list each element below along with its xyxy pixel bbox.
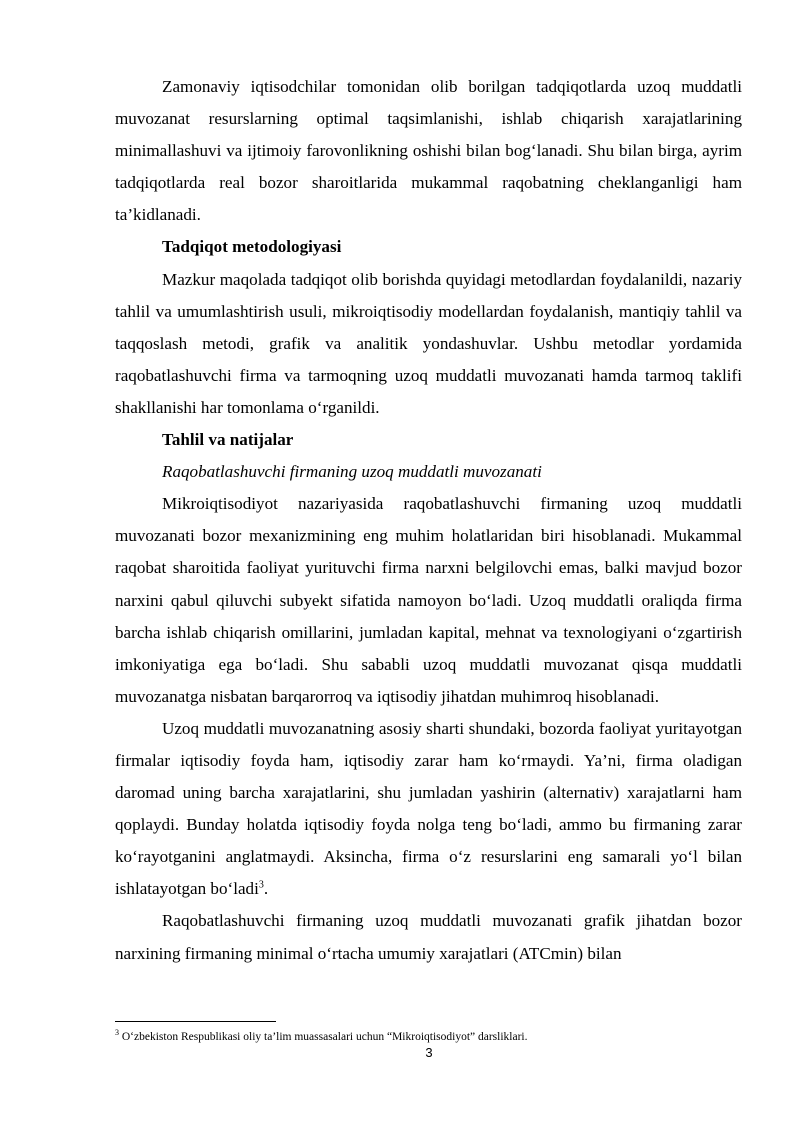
paragraph-equilibrium-3: Raqobatlashuvchi firmaning uzoq muddatli muvozanati grafik jihatdan bozor narxining firmaning minimal o‘rtacha umumiy xarajatlari (ATCmin) bilan [115,911,742,963]
footnote-marker: 3 [115,1028,119,1038]
page-number: 3 [425,1045,433,1060]
paragraph-equilibrium-2 [115,713,742,906]
footnote-text: O‘zbekiston Respublikasi oliy ta’lim muassasalari uchun “Mikroiqtisodiyot” darsliklari. [119,1031,528,1043]
footnote-separator [115,1021,276,1022]
footnote [115,1030,755,1044]
paragraph-methodology: Mazkur maqolada tadqiqot olib borishda quyidagi metodlardan foydalanildi, nazariy tahlil va umumlashtirish usuli, mikroiqtisodiy modellardan foydalanish, mantiqiy tahlil va taqqoslash metodi, grafik va analitik yondashuvlar. Ushbu metodlar yordamida raqobatlashuvchi firma va tarmoqning uzoq muddatli muvozanati hamda tarmoq taklifi shakllanishi har tomonlama o‘rganildi. [115,269,742,417]
heading-results: Tahlil va natijalar [162,430,294,450]
heading-methodology: Tadqiqot metodologiyasi [162,237,342,257]
paragraph-end-period: . [263,879,269,899]
paragraph-equilibrium-1: Mikroiqtisodiyot nazariyasida raqobatlashuvchi firmaning uzoq muddatli muvozanati bozor mexanizmining eng muhim holatlaridan biri hisoblanadi. Mukammal raqobat sharoitida faoliyat yurituvchi firma narxni belgilovchi emas, balki mavjud bozor narxini qabul qiluvchi subyekt sifatida namoyon bo‘ladi. Uzoq muddatli oraliqda firma barcha ishlab chiqarish omillarini, jumladan kapital, mehnat va texnologiyani o‘zgartirish imkoniyatiga ega bo‘ladi. Shu sababli uzoq muddatli muvozanat qisqa muddatli muvozanatga nisbatan barqarorroq va iqtisodiy jihatdan muhimroq hisoblanadi. [115,494,742,706]
paragraph-intro: Zamonaviy iqtisodchilar tomonidan olib borilgan tadqiqotlarda uzoq muddatli muvozanat resurslarning optimal taqsimlanishi, ishlab chiqarish xarajatlarining minimallashuvi va ijtimoiy farovonlikning oshishi bilan bog‘lanadi. Shu bilan birga, ayrim tadqiqotlarda real bozor sharoitlarida mukammal raqobatning cheklanganligi ham ta’kidlanadi. [115,77,742,225]
footnote-reference[interactable]: 3 [258,879,264,891]
paragraph-equilibrium-2-text: Uzoq muddatli muvozanatning asosiy sharti shundaki, bozorda faoliyat yuritayotgan firmalar iqtisodiy foyda ham, iqtisodiy zarar ham ko‘rmaydi. Ya’ni, firma oladigan daromad uning barcha xarajatlarini, shu jumladan yashirin (alternativ) xarajatlarni ham qoplaydi. Bunday holatda iqtisodiy foyda nolga teng bo‘ladi, ammo bu firmaning zarar ko‘rayotganini anglatmaydi. Aksincha, firma o‘z resurslarini eng samarali yo‘l bilan ishlatayotgan bo‘ladi [115,718,742,899]
subheading-equilibrium: Raqobatlashuvchi firmaning uzoq muddatli muvozanati [162,462,542,482]
main-text [115,71,742,970]
